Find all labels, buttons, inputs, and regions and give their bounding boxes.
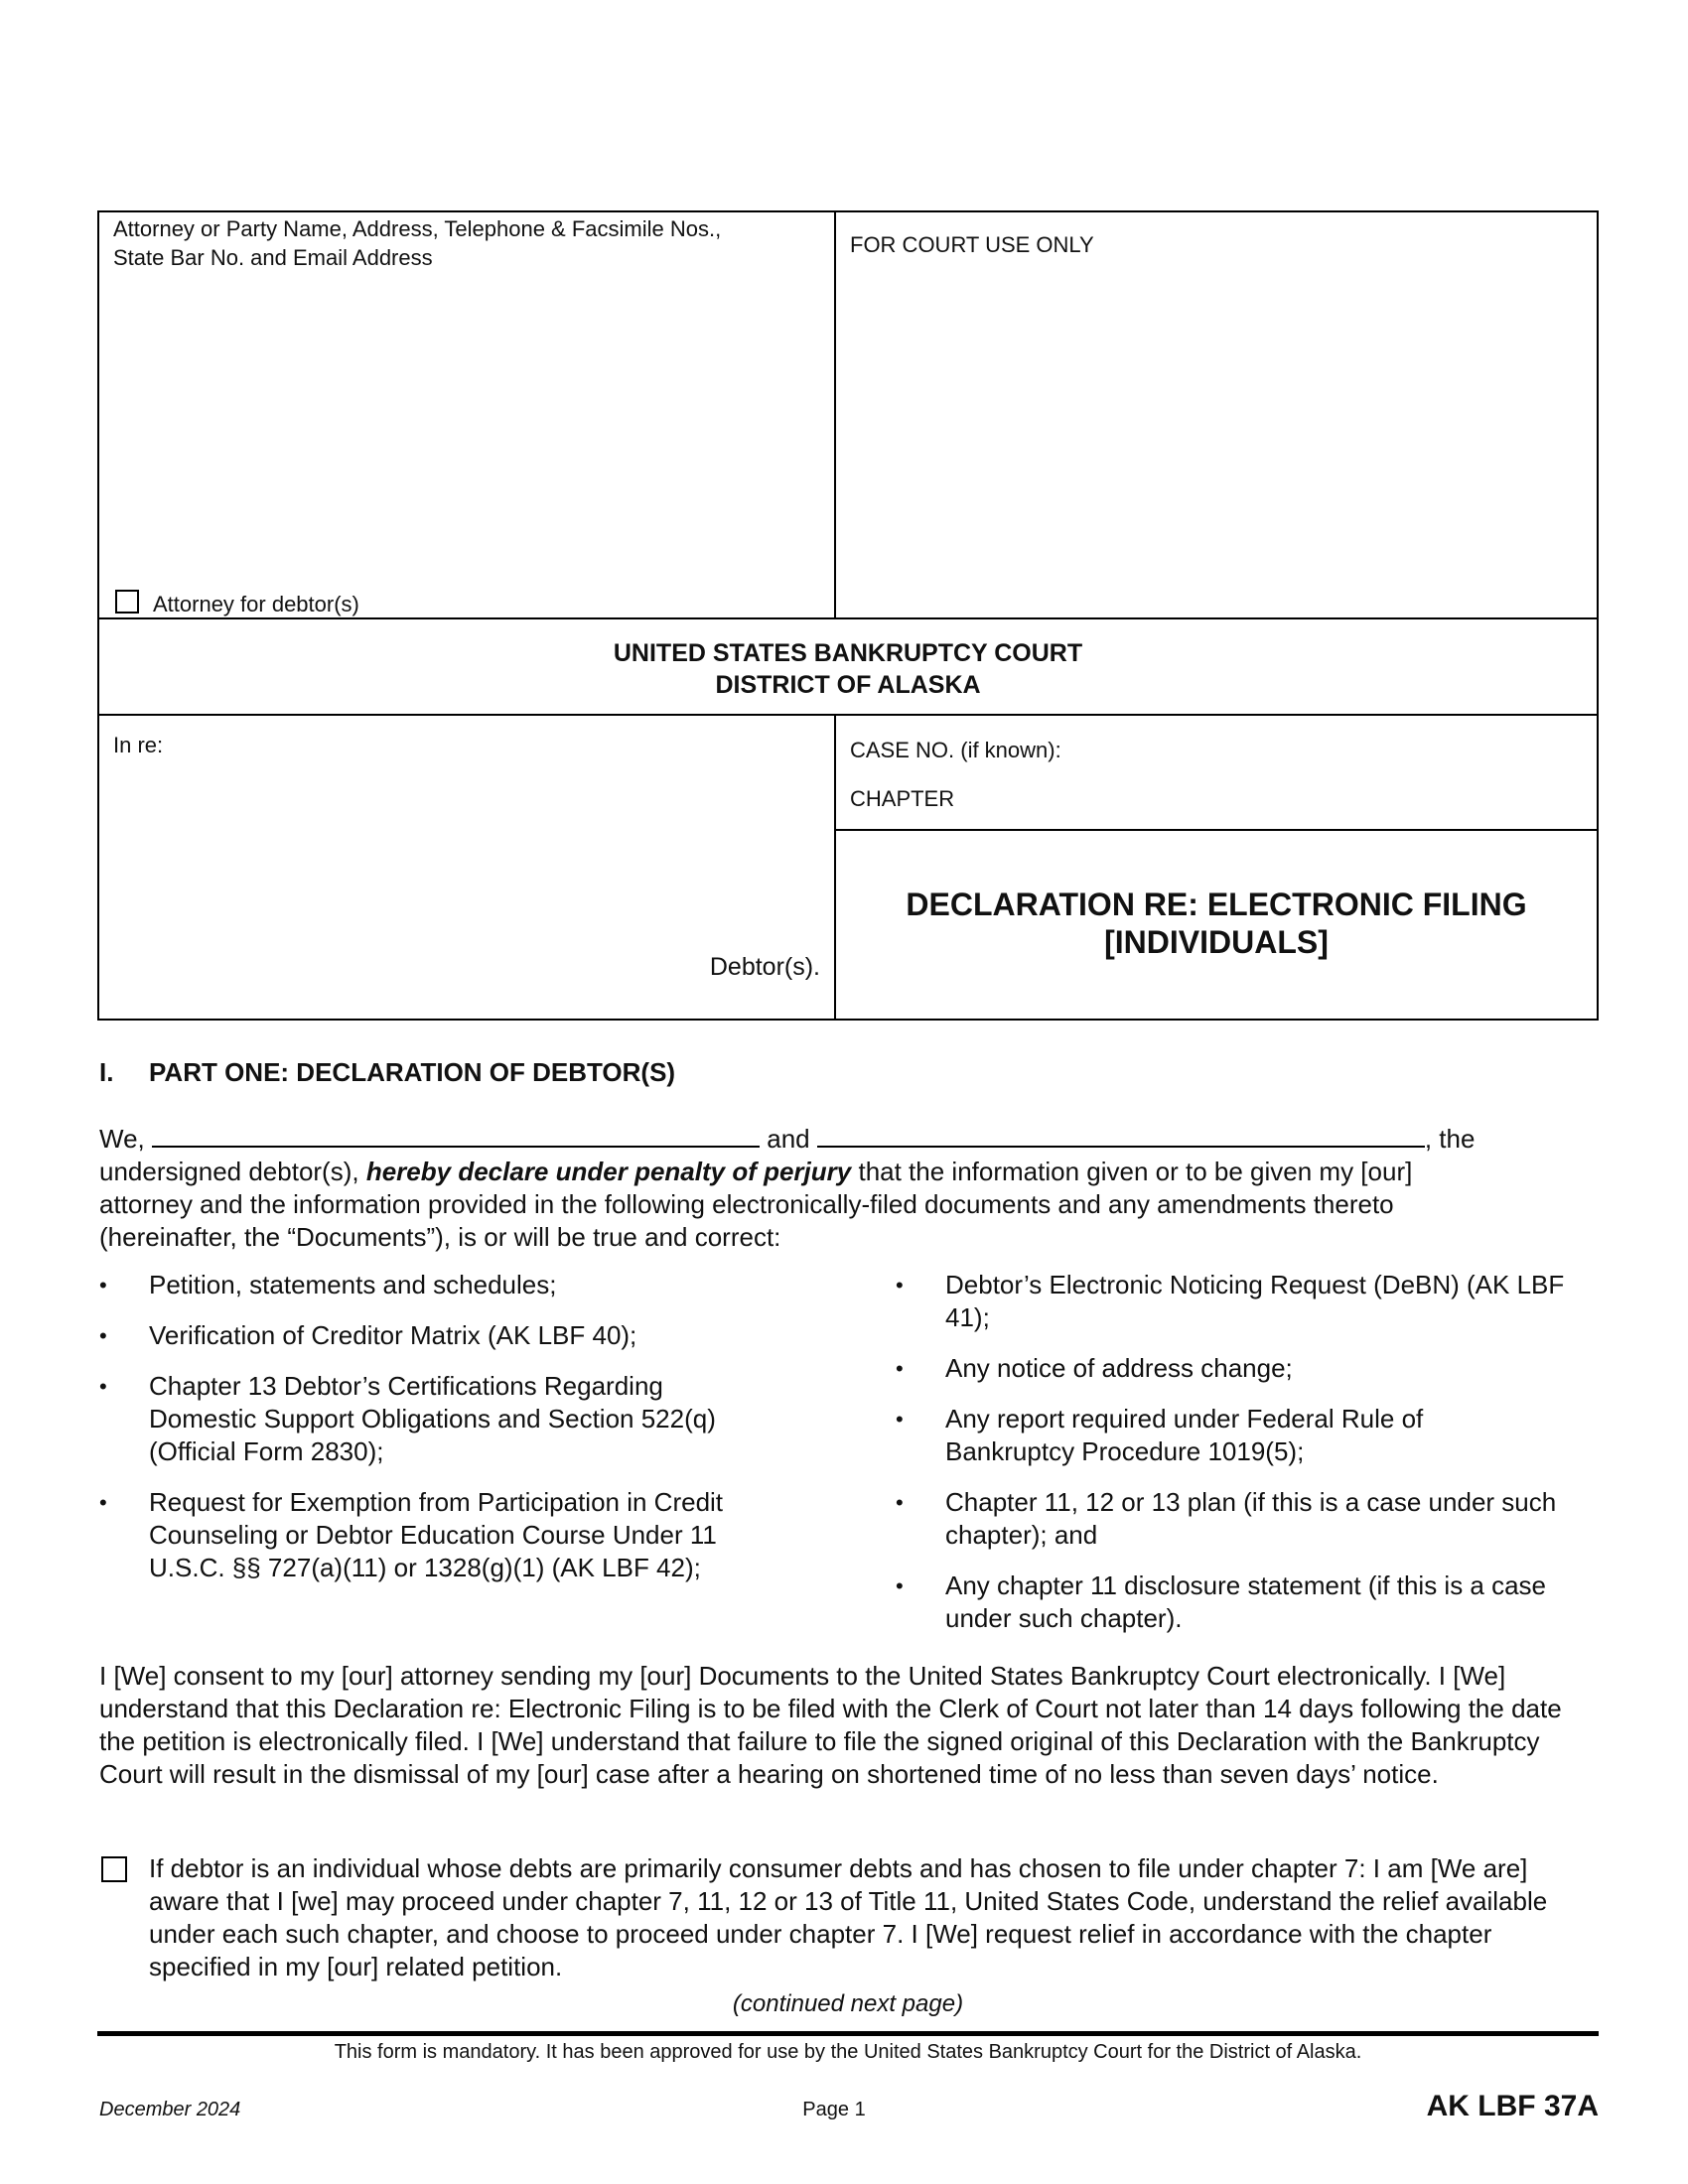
penalty-of-perjury-emphasis: hereby declare under penalty of perjury [365,1157,852,1186]
we-text: We, [99,1124,145,1154]
court-use-only-label: FOR COURT USE ONLY [850,232,1094,257]
page-number: Page 1 [802,2099,866,2120]
part-one-number: I. [99,1057,114,1087]
chapter-7-paragraph: If debtor is an individual whose debts are primarily consumer debts and has chosen to file under chapter 7: I am [We are] aware that I [we] may proceed under chapter 7, 11, 12 or 13 of Title 11, United States Code, understand the relief available under each such chapter, and choose to proceed under chapter 7. I [We] request relief in accordance with the chapter specified in my [our] related petition. [149,1853,1548,1981]
mandatory-notice: This form is mandatory. It has been approved for use by the United States Bankruptcy Court for the District of Alaska. [334,2041,1362,2063]
court-district: DISTRICT OF ALASKA [715,671,981,699]
case-number-label: CASE NO. (if known): [850,738,1061,762]
chapter-7-checkbox[interactable] [101,1856,127,1882]
table-border-top [97,210,1599,212]
list-item: • Any notice of address change; [894,1352,1601,1385]
form-id: AK LBF 37A [1426,2090,1599,2122]
declaration-line-4: (hereinafter, the “Documents”), is or will be true and correct: [99,1222,781,1252]
list-item: • Any chapter 11 disclosure statement (if this is a case under such chapter). [894,1570,1601,1635]
documents-list-left [97,1269,792,1602]
consent-paragraph: I [We] consent to my [our] attorney sending my [our] Documents to the United States Bankruptcy Court electronically. I [We] understand that this Declaration re: Electronic Filing is to be filed with the Clerk of Court not later than 14 days following the date the petition is electronically filed. I [We] understand that failure to file the signed original of this Declaration with the Bankruptcy Court will result in the dismissal of my [our] case after a hearing on shortened time of no less than seven days’ notice. [99,1661,1562,1789]
continued-note: (continued next page) [732,1990,964,2017]
table-divider-chapter [834,829,1599,831]
footer-rule [97,2031,1599,2036]
documents-list-right [894,1269,1601,1653]
debtor-name-1-field[interactable] [152,1122,760,1148]
debtor-name-2-field[interactable] [817,1122,1425,1148]
list-item: • Chapter 13 Debtor’s Certifications Regarding Domestic Support Obligations and Section 522(q) (Official Form 2830); [97,1370,792,1468]
list-item: • Chapter 11, 12 or 13 plan (if this is a case under such chapter); and [894,1486,1601,1552]
attorney-info-label: Attorney or Party Name, Address, Telephone & Facsimile Nos., State Bar No. and Email Address [113,216,722,270]
table-divider-lower-vertical [834,715,836,1021]
declaration-intro [99,1122,1609,1254]
in-re-label: In re: [113,733,164,757]
debtor-names-line [99,1122,1609,1156]
the-text: , the [1424,1124,1476,1154]
part-one-heading: PART ONE: DECLARATION OF DEBTOR(S) [149,1057,676,1087]
list-item: • Any report required under Federal Rule of Bankruptcy Procedure 1019(5); [894,1403,1601,1468]
table-border-right [1597,210,1599,1021]
list-item: • Petition, statements and schedules; [97,1269,792,1301]
form-date: December 2024 [99,2099,241,2120]
table-border-bottom [97,1019,1599,1021]
debtors-label: Debtor(s). [709,953,820,981]
chapter-label: CHAPTER [850,786,955,811]
table-divider-court-bottom [97,714,1599,716]
court-name: UNITED STATES BANKRUPTCY COURT [613,639,1083,667]
and-text: and [767,1124,810,1154]
form-title: DECLARATION RE: ELECTRONIC FILING [INDIVIDUALS] [906,887,1527,960]
declaration-line-2: undersigned debtor(s), hereby declare under penalty of perjury that the information given or to be given my [our] [99,1157,1413,1186]
list-item: • Request for Exemption from Participation in Credit Counseling or Debtor Education Course Under 11 U.S.C. §§ 727(a)(11) or 1328(g)(1) (AK LBF 42); [97,1486,792,1584]
attorney-for-debtor-label: Attorney for debtor(s) [153,592,359,616]
declaration-line-3: attorney and the information provided in the following electronically-filed documents and any amendments thereto [99,1189,1394,1219]
attorney-for-debtor-checkbox[interactable] [115,590,139,614]
list-item: • Debtor’s Electronic Noticing Request (DeBN) (AK LBF 41); [894,1269,1601,1334]
list-item: • Verification of Creditor Matrix (AK LBF 40); [97,1319,792,1352]
table-divider-upper-vertical [834,210,836,619]
table-border-left [97,210,99,1021]
